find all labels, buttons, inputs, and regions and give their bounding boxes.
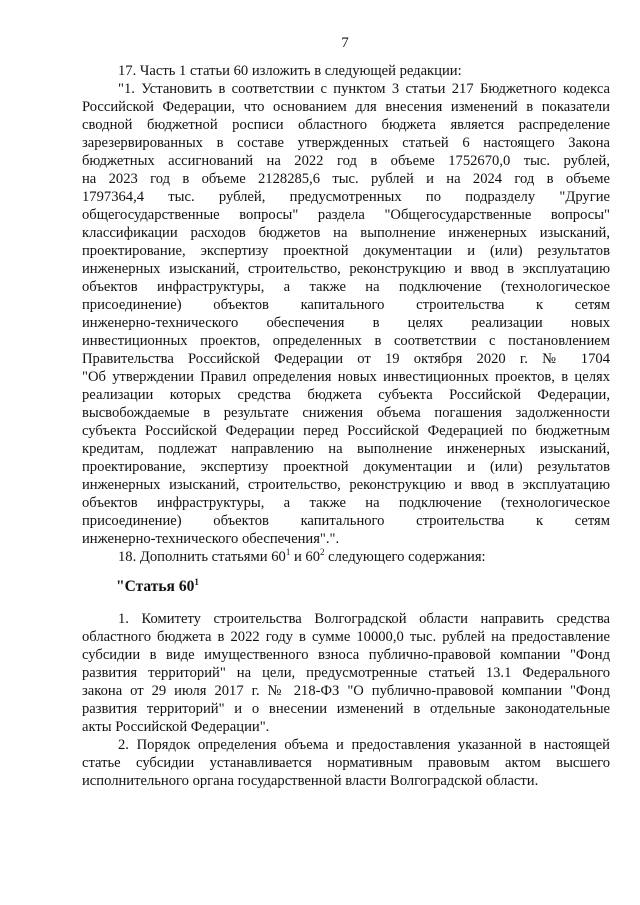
paragraph-line: присоединение) объектов капитального строительства к сетям xyxy=(82,297,610,313)
paragraph-line: присоединение) объектов капитального строительства к сетям xyxy=(82,513,610,529)
paragraph-18-text: и 60 xyxy=(290,549,321,565)
article-paragraph-line: развития территорий" на цели, предусмотренные статьей 13.1 Федерального xyxy=(82,665,610,681)
article-paragraph-line: областного бюджета в 2022 году в сумме 10000,0 тыс. рублей на предоставление xyxy=(82,629,610,645)
paragraph-line: зарезервированных в составе утвержденных статьей 6 настоящего Закона xyxy=(82,135,610,151)
paragraph-line: кредитам, подлежат направлению на выполнение инженерных изысканий, xyxy=(82,441,610,457)
paragraph-line: проектирование, экспертизу проектной документации и (или) результатов xyxy=(82,459,610,475)
paragraph-line: общегосударственные вопросы" раздела "Общегосударственные вопросы" xyxy=(82,207,610,223)
superscript: 1 xyxy=(194,577,199,587)
paragraph-line: инвестиционных проектов, определенных в соответствии с постановлением xyxy=(82,333,610,349)
article-paragraph-line: субсидии в виде имущественного взноса публично-правовой компании "Фонд xyxy=(82,647,610,663)
paragraph-18-text: 18. Дополнить статьями 60 xyxy=(118,549,286,565)
article-paragraph-line: 1. Комитету строительства Волгоградской области направить средства xyxy=(118,611,610,627)
superscript: 1 xyxy=(285,547,291,557)
paragraph-line: инженерных изысканий, строительство, реконструкцию и ввод в эксплуатацию xyxy=(82,477,610,493)
paragraph-line: реализации которых средства бюджета субъекта Российской Федерации, xyxy=(82,387,610,403)
article-paragraph-line: 2. Порядок определения объема и предоставления указанной в настоящей xyxy=(118,737,610,753)
paragraph-line: проектирование, экспертизу проектной документации и (или) результатов xyxy=(82,243,610,259)
paragraph-line: сводной бюджетной росписи областного бюджета является распределение xyxy=(82,117,610,133)
superscript: 2 xyxy=(320,547,325,557)
paragraph-line: субъекта Российской Федерации перед Российской Федерацией по бюджетным xyxy=(82,423,610,439)
paragraph-line: инженерно-технического обеспечения".". xyxy=(82,531,340,547)
paragraph-line: бюджетных ассигнований на 2022 год в объеме 1752670,0 тыс. рублей, xyxy=(82,153,610,169)
paragraph-line: Правительства Российской Федерации от 19 октября 2020 г. № 1704 xyxy=(82,351,610,367)
page-number: 7 xyxy=(341,35,349,51)
paragraph-line: объектов инфраструктуры, а также на подключение (технологическое xyxy=(82,495,610,511)
article-paragraph-line: закона от 29 июля 2017 г. № 218-ФЗ "О публично-правовой компании "Фонд xyxy=(82,683,610,699)
article-paragraph-line: акты Российской Федерации". xyxy=(82,719,270,735)
paragraph-line: 1797364,4 тыс. рублей, предусмотренных по подразделу "Другие xyxy=(82,189,610,205)
article-heading xyxy=(82,578,610,598)
paragraph-line: классификации расходов бюджетов на выполнение инженерных изысканий, xyxy=(82,225,610,241)
article-heading-text: "Статья 60 xyxy=(116,578,195,595)
paragraph-line: инженерно-технического обеспечения в целях реализации новых xyxy=(82,315,610,331)
paragraph-line: на 2023 год в объеме 2128285,6 тыс. рублей и на 2024 год в объеме xyxy=(82,171,610,187)
article-paragraph-line: исполнительного органа государственной власти Волгоградской области. xyxy=(82,773,539,789)
article-paragraph-line: статье субсидии устанавливается нормативным правовым актом высшего xyxy=(82,755,610,771)
paragraph-line: "Об утверждении Правил определения новых инвестиционных проектов, в целях xyxy=(82,369,610,385)
article-paragraph-line: развития территорий" и о внесении изменений в отдельные законодательные xyxy=(82,701,610,717)
paragraph-line: "1. Установить в соответствии с пунктом 3 статьи 217 Бюджетного кодекса xyxy=(118,81,610,97)
paragraph-line: высвобождаемые в результате снижения объема погашения задолженности xyxy=(82,405,610,421)
paragraph-line: объектов инфраструктуры, а также на подключение (технологическое xyxy=(82,279,610,295)
paragraph-17-line: 17. Часть 1 статьи 60 изложить в следующей редакции: xyxy=(118,63,462,79)
paragraph-18-line xyxy=(82,548,610,566)
paragraph-18-text: следующего содержания: xyxy=(324,549,486,565)
paragraph-line: Российской Федерации, что основанием для внесения изменений в показатели xyxy=(82,99,610,115)
document-body xyxy=(82,62,610,790)
paragraph-line: инженерных изысканий, строительство, реконструкцию и ввод в эксплуатацию xyxy=(82,261,610,277)
